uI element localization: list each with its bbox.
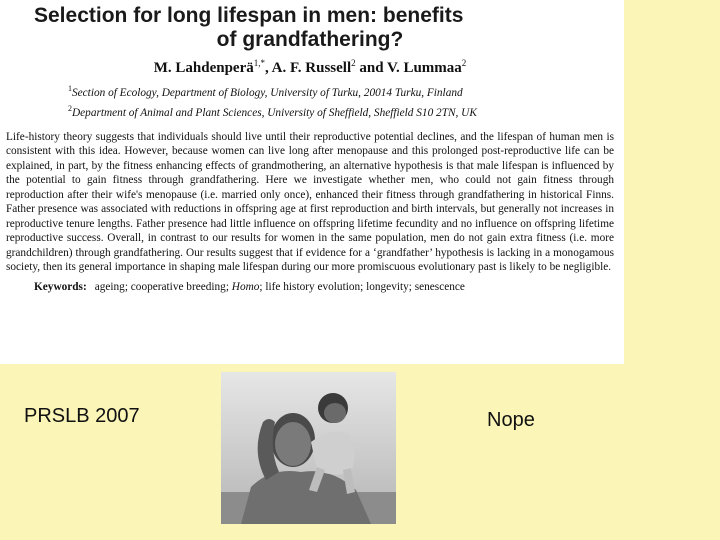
verdict-label: Nope — [487, 409, 535, 431]
author-3: and V. Lummaa — [355, 60, 462, 76]
paper-abstract: Life-history theory suggests that individuals should live until their reproductive potential declines, and the lifespan of human men is consistent with this idea. However, because women can live long after menopause and this prolonged post-reproductive life can be explained, in part, by the fitness enhancing effects of grandmothering, an alternative hypothesis is that male lifespan is influenced by the potential to gain fitness through grandfathering. Here we investigate whether men, who could not gain fitness through reproduction after their wife's menopause (i.e. married only once), enhanced their fitness through grandfathering in historical Finns. Father presence was associated with reductions in offspring age at first reproduction and birth intervals, but generally not increases in reproductive tenure lengths. Father presence had little influence on offspring lifetime fecundity and no influence on offspring lifetime reproductive success. Overall, in contrast to our results for women in the same population, men do not gain extra fitness (i.e. more grandchildren) through grandfathering. Our results suggest that if evidence for a ‘grandfather’ hypothesis is lacking in a monogamous society, then its general importance in shaping male lifespan during our more promiscuous evolutionary past is likely to be negligible. — [6, 130, 614, 274]
author-1-sup: 1,* — [253, 58, 265, 68]
paper-title-line-2: of grandfathering? — [216, 28, 404, 51]
keywords-italic: Homo — [231, 280, 260, 293]
affiliation-1-text: Section of Ecology, Department of Biology, University of Turku, 20014 Turku, Finland — [72, 86, 463, 99]
affiliation-1-sup: 1 — [68, 84, 72, 93]
paper-keywords — [6, 281, 614, 293]
affiliation-2-sup: 2 — [68, 103, 72, 113]
grandfather-photo-drawing — [221, 372, 396, 524]
grandfather-photo — [221, 372, 396, 524]
author-1: M. Lahdenperä — [153, 60, 254, 76]
author-2-sup: 2 — [351, 58, 356, 68]
journal-year-label: PRSLB 2007 — [24, 405, 140, 427]
keywords-label: Keywords: — [34, 280, 87, 293]
keywords-post: ; life history evolution; longevity; senescence — [259, 280, 465, 293]
author-2: , A. F. Russell — [264, 60, 352, 76]
paper-title — [6, 4, 614, 52]
author-3-sup: 2 — [461, 58, 467, 68]
affiliation-2-text: Department of Animal and Plant Sciences, University of Sheffield, Sheffield S10 2TN, UK — [72, 106, 477, 119]
affiliation-2 — [6, 101, 614, 121]
affiliation-1 — [6, 81, 614, 101]
paper-title-line-1: Selection for long lifespan in men: benefits — [34, 4, 464, 27]
keywords-pre: ageing; cooperative breeding; — [94, 280, 232, 293]
paper-authors — [6, 58, 614, 77]
